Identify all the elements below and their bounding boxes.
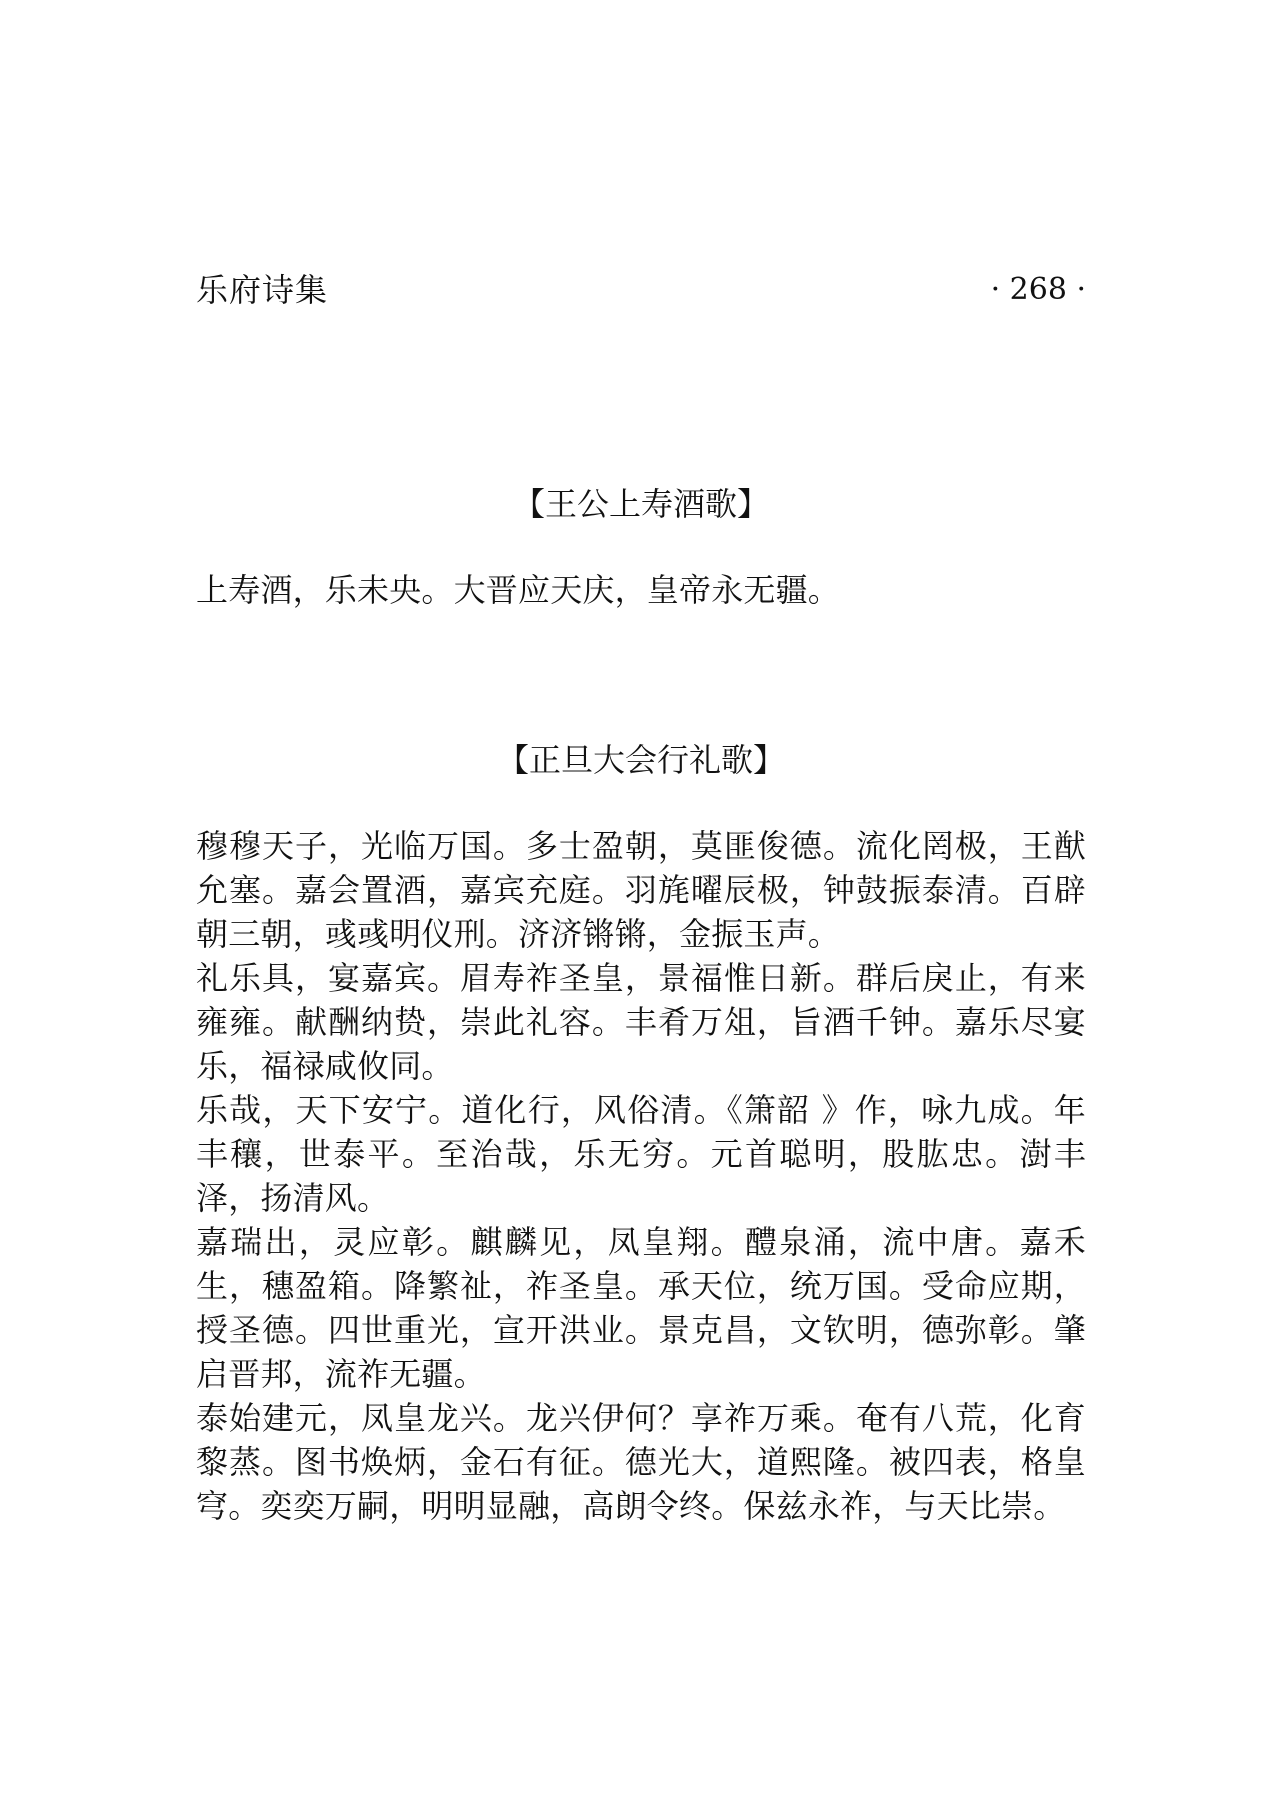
poem-paragraph: 嘉瑞出，灵应彰。麒麟见，凤皇翔。醴泉涌，流中唐。嘉禾生，穗盈箱。降繁祉，祚圣皇。承天位，统万国。受命应期，授圣德。四世重光，宣开洪业。景克昌，文钦明，德弥彰。肇启晋邦，流祚无疆。 xyxy=(196,1223,1086,1393)
section-body-2 xyxy=(196,824,1086,1528)
page-header xyxy=(196,266,1086,314)
poem-paragraph: 泰始建元，凤皇龙兴。龙兴伊何？享祚万乘。奄有八荒，化育黎蒸。图书焕炳，金石有征。德光大，道熙隆。被四表，格皇穹。奕奕万嗣，明明显融，高朗令终。保兹永祚，与天比崇。 xyxy=(196,1399,1086,1525)
section-title-1: 【王公上寿酒歌】 xyxy=(512,485,769,523)
book-title: 乐府诗集 xyxy=(196,271,329,309)
page-number: · 268 · xyxy=(990,272,1086,307)
section-title-2: 【正旦大会行礼歌】 xyxy=(496,741,785,779)
section-body-1 xyxy=(196,568,1086,612)
poem-paragraph: 上寿酒，乐未央。大晋应天庆，皇帝永无疆。 xyxy=(196,571,841,609)
poem-paragraph: 乐哉，天下安宁。道化行，风俗清。《箫韶 》作，咏九成。年丰穰，世泰平。至治哉，乐无穷。元首聪明，股肱忠。澍丰泽，扬清风。 xyxy=(196,1091,1086,1217)
poem-paragraph: 礼乐具，宴嘉宾。眉寿祚圣皇，景福惟日新。群后戾止，有来雍雍。献酬纳贽，崇此礼容。丰肴万俎，旨酒千钟。嘉乐尽宴乐，福禄咸攸同。 xyxy=(196,959,1086,1085)
poem-paragraph: 穆穆天子，光临万国。多士盈朝，莫匪俊德。流化罔极，王猷允塞。嘉会置酒，嘉宾充庭。羽旄曜辰极，钟鼓振泰清。百辟朝三朝，彧彧明仪刑。济济锵锵，金振玉声。 xyxy=(196,827,1086,953)
